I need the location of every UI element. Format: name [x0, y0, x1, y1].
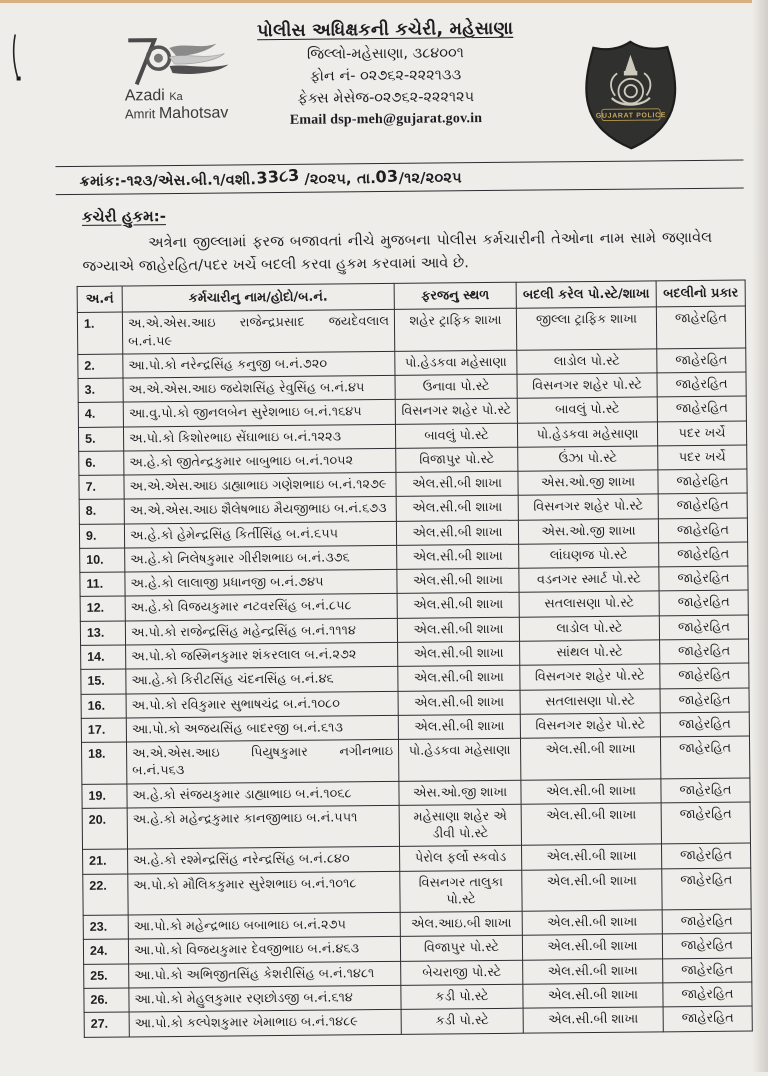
cell-duty-place: એલ.સી.બી શાખા [398, 641, 520, 666]
fax-line: ફેક્સ મેસેજ-૦૨૭૬૨-૨૨૨૧૨૫ [297, 89, 475, 107]
cell-duty-place: કડી પો.સ્ટે [401, 984, 523, 1009]
cell-serial: 19. [82, 784, 127, 809]
cell-transfer-type: જાહેરહિત [662, 909, 751, 934]
cell-employee-name: આ.હે.કો કિરીટસિંહ ચંદનસિંહ બ.નં.૪૬ [126, 667, 398, 694]
cell-serial: 9. [79, 524, 124, 549]
cell-transfer-type: જાહેરહિત [657, 372, 746, 397]
cell-duty-place: એલ.સી.બી શાખા [396, 496, 518, 521]
letterhead [0, 16, 765, 168]
column-header-2: ફરજનુ સ્થળ [394, 282, 516, 309]
column-header-4: બદલીનો પ્રકાર [656, 280, 745, 307]
cell-duty-place: એલ.સી.બી શાખા [396, 471, 518, 496]
cell-transfer-to: એલ.સી.બી શાખા [521, 803, 661, 846]
cell-serial: 26. [84, 988, 129, 1013]
cell-transfer-to: વડનગર સ્માર્ટ પો.સ્ટે [519, 567, 659, 593]
cell-duty-place: એલ.સી.બી શાખા [398, 690, 520, 715]
cell-duty-place: મહેસાણા શહેર એ ડીવી પો.સ્ટે [399, 804, 521, 847]
cell-duty-place: પો.હેડકવા મહેસાણા [395, 350, 517, 375]
cell-serial: 10. [80, 548, 125, 573]
office-order-label: કચેરી હુકમ:- [81, 207, 166, 226]
column-header-0: અ.નં [77, 286, 122, 313]
cell-employee-name: આ.પો.કો નરેન્દ્રસિંહ કનુજી બ.નં.૭૨૦ [123, 351, 395, 378]
cell-employee-name: અ.હે.કો જીતેન્દ્રકુમાર બાબુભાઇ બ.નં.૧૦૫૨ [124, 448, 396, 475]
cell-employee-name: અ.પો.કો રવિકુમાર સુભાષચંદ્ર બ.નં.૧૦૮૦ [126, 691, 398, 718]
cell-employee-name: અ.એ.એસ.આઇ રાજેન્દ્રપ્રસાદ જયદેવલાલ બ.નં.૫૯ [122, 310, 394, 354]
cell-serial: 23. [83, 915, 128, 940]
cell-serial: 15. [81, 669, 126, 694]
phone-line: ફોન નં- ૦૨૭૬૨-૨૨૨૧૩૩ [309, 67, 462, 85]
cell-employee-name: આ.પો.કો અજયસિંહ બાદરજી બ.નં.૬૧૩ [126, 715, 398, 742]
cell-transfer-to: વિસનગર શહેર પો.સ્ટે [520, 664, 660, 690]
cell-duty-place: કડી પો.સ્ટે [401, 1008, 523, 1033]
cell-duty-place: એલ.સી.બી શાખા [397, 568, 519, 593]
cell-employee-name: અ.પો.કો જસ્મિનકુમાર શંકરલાલ બ.નં.૨૭૨ [126, 642, 398, 669]
cell-transfer-to: લાંઘણજ પો.સ્ટે [519, 543, 659, 569]
azadi-text-line2: Amrit Mahotsav [124, 104, 229, 123]
cell-transfer-type: જાહેરહિત [660, 639, 749, 664]
azadi-text-line1: Azadi Ka [124, 87, 183, 105]
cell-transfer-type: જાહેરહિત [659, 566, 748, 591]
cell-transfer-type: જાહેરહિત [662, 868, 751, 910]
cell-employee-name: અ.એ.એસ.આઇ શૈલેષભાઇ મૈયજીભાઇ બ.નં.૬૭૩ [124, 497, 396, 524]
cell-duty-place: ઉનાવા પો.સ્ટે [395, 374, 517, 399]
office-header-block [210, 18, 561, 129]
cell-employee-name: અ.એ.એસ.આઇ જયેશસિંહ રેવુસિંહ બ.નં.૪૫ [123, 375, 395, 402]
cell-transfer-to: સતલાસણા પો.સ્ટે [520, 688, 660, 714]
cell-transfer-to: એલ.સી.બી શાખા [523, 1007, 663, 1033]
cell-employee-name: આ.પો.કો વિજયકુમાર દેવજીભાઇ બ.નં.૪૬૩ [128, 937, 400, 964]
cell-transfer-to: વિસનગર શહેર પો.સ્ટે [517, 373, 657, 399]
cell-employee-name: અ.હે.કો વિજયકુમાર નટવરસિંહ બ.નં.૮૫૮ [125, 594, 397, 621]
cell-serial: 18. [81, 742, 126, 784]
cell-serial: 2. [78, 354, 123, 379]
cell-duty-place: બાવલું પો.સ્ટે [395, 423, 517, 448]
cell-duty-place: એલ.સી.બી શાખા [397, 617, 519, 642]
table-row [82, 802, 750, 850]
cell-employee-name: આ.પો.કો અભિજીતસિંહ કેશરીસિંહ બ.નં.૧૪૮૧ [129, 961, 401, 988]
cell-transfer-type: જાહેરહિત [658, 469, 747, 494]
cell-employee-name: આ.પો.કો મેહુલકુમાર રણછોડજી બ.નં.૬૧૪ [129, 985, 401, 1012]
cell-transfer-type: જાહેરહિત [663, 1006, 752, 1031]
cell-serial: 5. [78, 427, 123, 452]
cell-employee-name: અ.પો.કો મૌલિકકુમાર સુરેશભાઇ બ.નં.૧૦૧૮ [128, 871, 400, 915]
cell-employee-name: આ.પો.કો મહેન્દ્રભાઇ બબાભાઇ બ.નં.૨૭૫ [128, 913, 400, 940]
cell-transfer-to: બાવલું પો.સ્ટે [517, 397, 657, 423]
cell-transfer-type: પદર ખર્ચે [658, 445, 747, 470]
cell-transfer-type: જાહેરહિત [662, 843, 751, 868]
cell-serial: 8. [79, 499, 124, 524]
cell-employee-name: આ.વુ.પો.કો જીનલબેન સુરેશભાઇ બ.નં.૧૬૪૫ [123, 400, 395, 427]
cell-transfer-to: સાંથલ પો.સ્ટે [520, 640, 660, 666]
cell-serial: 22. [83, 874, 128, 916]
cell-duty-place: એલ.સી.બી શાખા [397, 544, 519, 569]
handwritten-ref-number: 33૮3 [255, 165, 300, 188]
cell-transfer-to: એલ.સી.બી શાખા [522, 844, 662, 870]
cell-duty-place: શહેર ટ્રાફિક શાખા [394, 308, 516, 351]
transfer-table [77, 280, 753, 1038]
cell-duty-place: એલ.સી.બી શાખા [398, 714, 520, 739]
cell-transfer-type: જાહેરહિત [657, 348, 746, 373]
cell-transfer-to: એલ.સી.બી શાખા [523, 983, 663, 1009]
cell-transfer-type: જાહેરહિત [659, 615, 748, 640]
cell-transfer-type: જાહેરહિત [660, 736, 749, 778]
cell-transfer-to: વિસનગર શહેર પો.સ્ટે [518, 494, 658, 520]
cell-employee-name: અ.હે.કો નિલેષકુમાર ગીરીશભાઇ બ.નં.૩૭૬ [125, 545, 397, 572]
cell-duty-place: વિસનગર શહેર પો.સ્ટે [395, 399, 517, 424]
cell-serial: 27. [84, 1012, 129, 1037]
cell-employee-name: અ.પો.કો કિશોરભાઇ સેંઘાભાઇ બ.નં.૧૨૨૩ [123, 424, 395, 451]
order-paragraph: અત્રેના જીલ્લામાં ફરજ બજાવતાં નીચે મુજબના પોલીસ કર્મચારીની તેઓના નામ સામે જણાવેલ જગ્યાએ જાહેરહિત/પદર ખર્ચે બદલી કરવા હુકમ કરવામાં આવે છે. [82, 228, 713, 275]
cell-serial: 25. [84, 964, 129, 989]
cell-duty-place: એલ.સી.બી શાખા [397, 593, 519, 618]
cell-serial: 14. [81, 645, 126, 670]
cell-serial: 16. [81, 694, 126, 719]
cell-transfer-type: જાહેરહિત [660, 688, 749, 713]
table-row [83, 868, 751, 916]
cell-transfer-to: એલ.સી.બી શાખા [522, 934, 662, 960]
cell-transfer-type: જાહેરહિત [661, 802, 750, 844]
cell-duty-place: વિજાપુર પો.સ્ટે [396, 447, 518, 472]
cell-employee-name: અ.એ.એસ.આઇ ડાહ્યાભાઇ ગણેશભાઇ બ.નં.૧૨૭૯ [124, 473, 396, 500]
cell-serial: 7. [79, 475, 124, 500]
cell-transfer-to: લાડોલ પો.સ્ટે [517, 349, 657, 375]
cell-serial: 12. [80, 596, 125, 621]
table-body [77, 306, 752, 1037]
cell-employee-name: અ.પો.કો રાજેન્દ્રસિંહ મહેન્દ્રસિંહ બ.નં.૧૧૧૪ [125, 618, 397, 645]
cell-transfer-type: જાહેરહિત [657, 396, 746, 421]
cell-serial: 21. [83, 849, 128, 874]
cell-transfer-to: સતલાસણા પો.સ્ટે [519, 591, 659, 617]
cell-duty-place: બેચરાજી પો.સ્ટે [401, 960, 523, 985]
gujarat-police-badge-icon [574, 39, 687, 152]
cell-transfer-to: વિસનગર શહેર પો.સ્ટે [520, 713, 660, 739]
cell-duty-place: પો.હેડકવા મહેસાણા [398, 738, 520, 781]
cell-transfer-type: જાહેરહિત [663, 958, 752, 983]
cell-serial: 11. [80, 572, 125, 597]
cell-employee-name: આ.પો.કો કલ્પેશકુમાર ખેમાભાઇ બ.નં.૧૪૮૯ [129, 1010, 401, 1037]
cell-transfer-type: જાહેરહિત [656, 306, 745, 348]
cell-transfer-type: જાહેરહિત [663, 982, 752, 1007]
district-line: જિલ્લો-મહેસાણા, ૩૮૪૦૦૧ [306, 45, 464, 63]
cell-serial: 4. [78, 402, 123, 427]
cell-employee-name: અ.હે.કો હેમેન્દ્રસિંહ કિર્તીસિંહ બ.નં.૬૫૫ [124, 521, 396, 548]
column-header-3: બદલી કરેલ પો.સ્ટે/શાખા [516, 281, 656, 309]
cell-duty-place: એલ.સી.બી શાખા [396, 520, 518, 545]
cell-transfer-to: એસ.ઓ.જી શાખા [518, 519, 658, 545]
cell-serial: 6. [79, 451, 124, 476]
cell-transfer-type: જાહેરહિત [659, 590, 748, 615]
cell-transfer-to: એલ.સી.બી શાખા [522, 910, 662, 936]
table-row [77, 306, 745, 354]
ref-middle: /૨૦૨૫, તા. [304, 171, 377, 188]
cell-transfer-type: જાહેરહિત [660, 663, 749, 688]
cell-duty-place: એલ.સી.બી શાખા [398, 665, 520, 690]
cell-transfer-to: પો.હેડકવા મહેસાણા [517, 421, 657, 447]
cell-serial: 1. [77, 312, 122, 354]
cell-duty-place: એસ.ઓ.જી શાખા [399, 780, 521, 805]
cell-transfer-to: ઉંઝા પો.સ્ટે [518, 446, 658, 472]
cell-transfer-type: જાહેરહિત [661, 778, 750, 803]
cell-transfer-to: એલ.સી.બી શાખા [523, 959, 663, 985]
cell-duty-place: વિજાપુર પો.સ્ટે [400, 936, 522, 961]
cell-serial: 20. [82, 808, 127, 850]
cell-serial: 17. [81, 718, 126, 743]
table-row [84, 1006, 752, 1037]
ref-suffix: /૧૨/૨૦૨૫ [398, 170, 462, 187]
cell-transfer-type: જાહેરહિત [658, 518, 747, 543]
cell-duty-place: વિસનગર તાલુકા પો.સ્ટે [400, 870, 522, 913]
cell-transfer-type: જાહેરહિત [659, 542, 748, 567]
cell-employee-name: અ.હે.કો રશ્મેન્દ્રસિંહ નરેન્દ્રસિંહ બ.નં.૮૪૦ [128, 847, 400, 874]
cell-serial: 13. [80, 621, 125, 646]
ref-prefix: ક્રમાંક:-૧૨૩/એસ.બી.૧/વશી. [79, 172, 257, 190]
column-header-1: કર્મચારીનુ નામ/હોદો/બ.નં. [122, 283, 394, 312]
cell-transfer-to: લાડોલ પો.સ્ટે [519, 616, 659, 642]
cell-transfer-to: એસ.ઓ.જી શાખા [518, 470, 658, 496]
cell-duty-place: એલ.આઇ.બી શાખા [400, 911, 522, 936]
cell-transfer-to: એલ.સી.બી શાખા [520, 737, 660, 780]
table-row [81, 736, 749, 784]
handwritten-date: 03 [375, 166, 400, 187]
reference-strip [55, 160, 743, 196]
cell-transfer-type: જાહેરહિત [660, 712, 749, 737]
cell-employee-name: અ.એ.એસ.આઇ પિયુષકુમાર નગીનભાઇ બ.નં.૫૬૩ [126, 739, 398, 783]
cell-transfer-type: જાહેરહિત [658, 493, 747, 518]
cell-employee-name: અ.હે.કો સંજયકુમાર ડાહ્યાભાઇ બ.નં.૧૦૬૮ [127, 781, 399, 808]
office-title: પોલીસ અધિક્ષકની કચેરી, મહેસાણા [257, 18, 514, 42]
cell-transfer-type: પદર ખર્ચે [657, 421, 746, 446]
cell-employee-name: અ.હે.કો મહેન્દ્રકુમાર કાનજીભાઇ બ.નં.૫૫૧ [127, 805, 399, 849]
cell-transfer-to: જીલ્લા ટ્રાફિક શાખા [516, 307, 656, 350]
cell-transfer-to: એલ.સી.બી શાખા [522, 868, 662, 911]
cell-serial: 24. [83, 939, 128, 964]
cell-transfer-to: એલ.સી.બી શાખા [521, 778, 661, 804]
email-line: Email dsp-meh@gujarat.gov.in [289, 111, 483, 128]
cell-transfer-type: જાહેરહિત [662, 933, 751, 958]
cell-employee-name: અ.હે.કો લાલાજી પ્રધાનજી બ.નં.૭૪૫ [125, 570, 397, 597]
cell-duty-place: પેરોલ ફર્લો સ્કવોડ [400, 846, 522, 871]
badge-label-text: GUJARAT POLICE [595, 112, 667, 120]
cell-serial: 3. [78, 378, 123, 403]
